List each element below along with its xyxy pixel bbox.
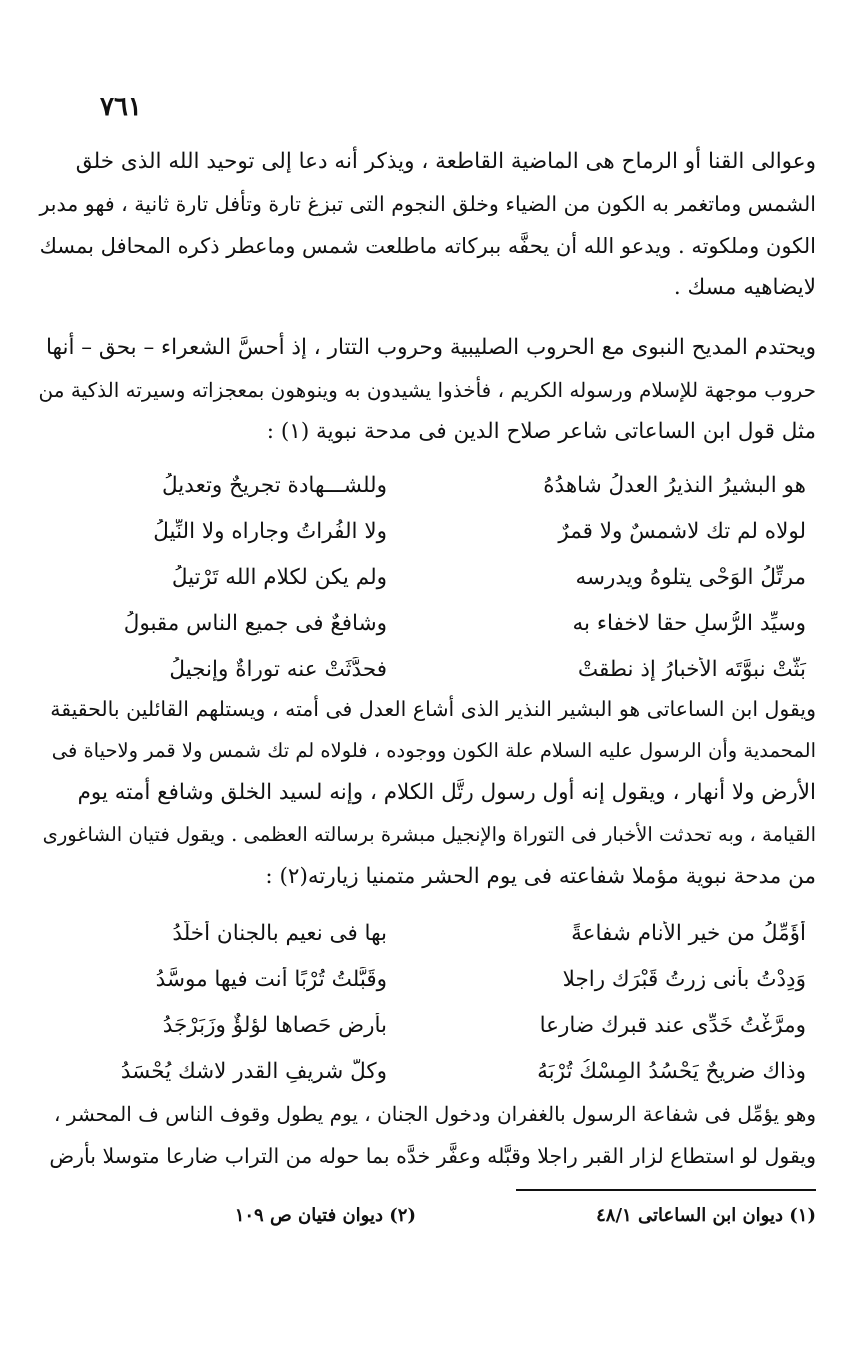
text-line: الشمس وماتغمر به الكون من الضياء وخلق النجوم التى تبزغ تارة وتأفل تارة ثانية ، فهو مدبر [39,192,816,216]
verse-line [38,554,816,600]
verse-line [38,1048,816,1094]
footnote-divider [516,1189,816,1191]
first-hemistich: وسيِّد الرُّسلِ حقا لاخفاء به [572,610,806,636]
second-hemistich: ولم يكن لكلام الله تَرْتيلُ [171,564,387,590]
first-hemistich: مرتِّلُ الوَحْى يتلوهُ ويدرسه [575,564,806,590]
verse-line [38,956,816,1002]
verse-line [38,508,816,554]
second-hemistich: وشافعٌ فى جميع الناس مقبولُ [123,610,387,636]
verse-line [38,1002,816,1048]
text-line: لايضاهيه مسك . [673,275,816,300]
first-hemistich: بَثَّتْ نبوَّتَه الأخبارُ إذ نطقتْ [577,656,806,682]
first-hemistich: وذاك ضريحٌ يَحْسُدُ المِسْكُ تُرْبَهُ [537,1058,806,1084]
page-number: ٧٦١ [100,92,142,122]
second-hemistich: وللشـــهادة تجريحٌ وتعديلُ [162,472,387,498]
text-line: مثل قول ابن الساعاتى شاعر صلاح الدين فى مدحة نبوية (١) : [266,419,816,444]
poem-1 [38,462,816,692]
footnote-2: (٢) ديوان فتيان ص ١٠٩ [234,1205,416,1226]
text-line: الأرض ولا أنهار ، ويقول إنه أول رسول رتَّل الكلام ، وإنه لسيد الخلق وشافع أمته يوم [77,780,816,805]
paragraph-3 [38,688,816,898]
second-hemistich: بأرضٍ حَصاها لؤلؤٌ وزَبَرْجَدُ [162,1012,387,1038]
text-line: الكون وملكوته . ويدعو الله أن يحفَّه ببركاته ماطلعت شمس وماعطر ذكره المحافل بمسك [39,234,816,258]
first-hemistich: أُؤَمِّلُ من خير الأنامِ شفاعةً [571,920,806,946]
text-line: وعوالى القنا أو الرماح هى الماضية القاطعة ، ويذكر أنه دعا إلى توحيد الله الذى خلق [75,149,816,174]
paragraph-2 [38,327,816,453]
text-line: ويقول ابن الساعاتى هو البشير النذير الذى أشاع العدل فى أمته ، ويستلهم القائلين بالحقيقة [50,697,816,721]
first-hemistich: وَدِدْتُ بأنى زرتُ قَبْرَك راجلا [562,966,806,992]
first-hemistich: هو البشيرُ النذيرُ العدلُ شاهدُهُ [543,472,806,498]
paragraph-1 [38,141,816,309]
paragraph-4 [38,1093,816,1177]
text-line: ويحتدم المديح النبوى مع الحروب الصليبية وحروب التتار ، إذ أحسَّ الشعراء – بحق – أنها [46,335,816,360]
second-hemistich: فحدَّثَتْ عنه توراةٌ وإنجيلُ [169,656,387,682]
text-line: حروب موجهة للإسلام ورسوله الكريم ، فأخذوا يشيدون به وينوهون بمعجزاته وسيرته الذكية من [38,378,816,402]
verse-line [38,462,816,508]
verse-line [38,646,816,692]
second-hemistich: بها فى نعيمٍ بالجنان أخلَّدُ [172,920,387,946]
text-line: المحمدية وأن الرسول عليه السلام علة الكون ووجوده ، فلولاه لم تك شمس ولا قمر ولاحياة فى [51,739,816,762]
first-hemistich: لولاه لم تك لاشمسٌ ولا قمرٌ [558,518,806,544]
second-hemistich: وكلٌّ شريفِ القدر لاشك يُحْسَدُ [120,1058,387,1084]
footnote-1: (١) ديوان ابن الساعاتى ٤٨/١ [596,1205,816,1226]
second-hemistich: وقَبَّلتُ تُرْبًا أَنت فيها موسَّدُ [155,966,387,992]
first-hemistich: ومرَّغْتُ خَدِّى عند قبرك ضارعا [539,1012,806,1038]
second-hemistich: ولا الفُراتُ وجاراه ولا النِّيلُ [153,518,387,544]
text-line: القيامة ، وبه تحدثت الأخبار فى التوراة والإنجيل مبشرة برسالته العظمى . ويقول فتيان الشاغورى [42,823,816,846]
text-line: ويقول لو استطاع لزار القبر راجلا وقبَّله وعفَّر خدَّه بما حوله من التراب ضارعا متوسلا بأرض [49,1144,816,1168]
verse-line [38,600,816,646]
text-line: من مدحة نبوية مؤملا شفاعته فى يوم الحشر متمنيا زيارته(٢) : [265,864,816,889]
verse-line [38,910,816,956]
footnotes [38,1205,816,1226]
poem-2 [38,910,816,1094]
text-line: وهو يؤمِّل فى شفاعة الرسول بالغفران ودخول الجنان ، يوم يطول وقوف الناس ف المحشر ، [53,1102,816,1126]
